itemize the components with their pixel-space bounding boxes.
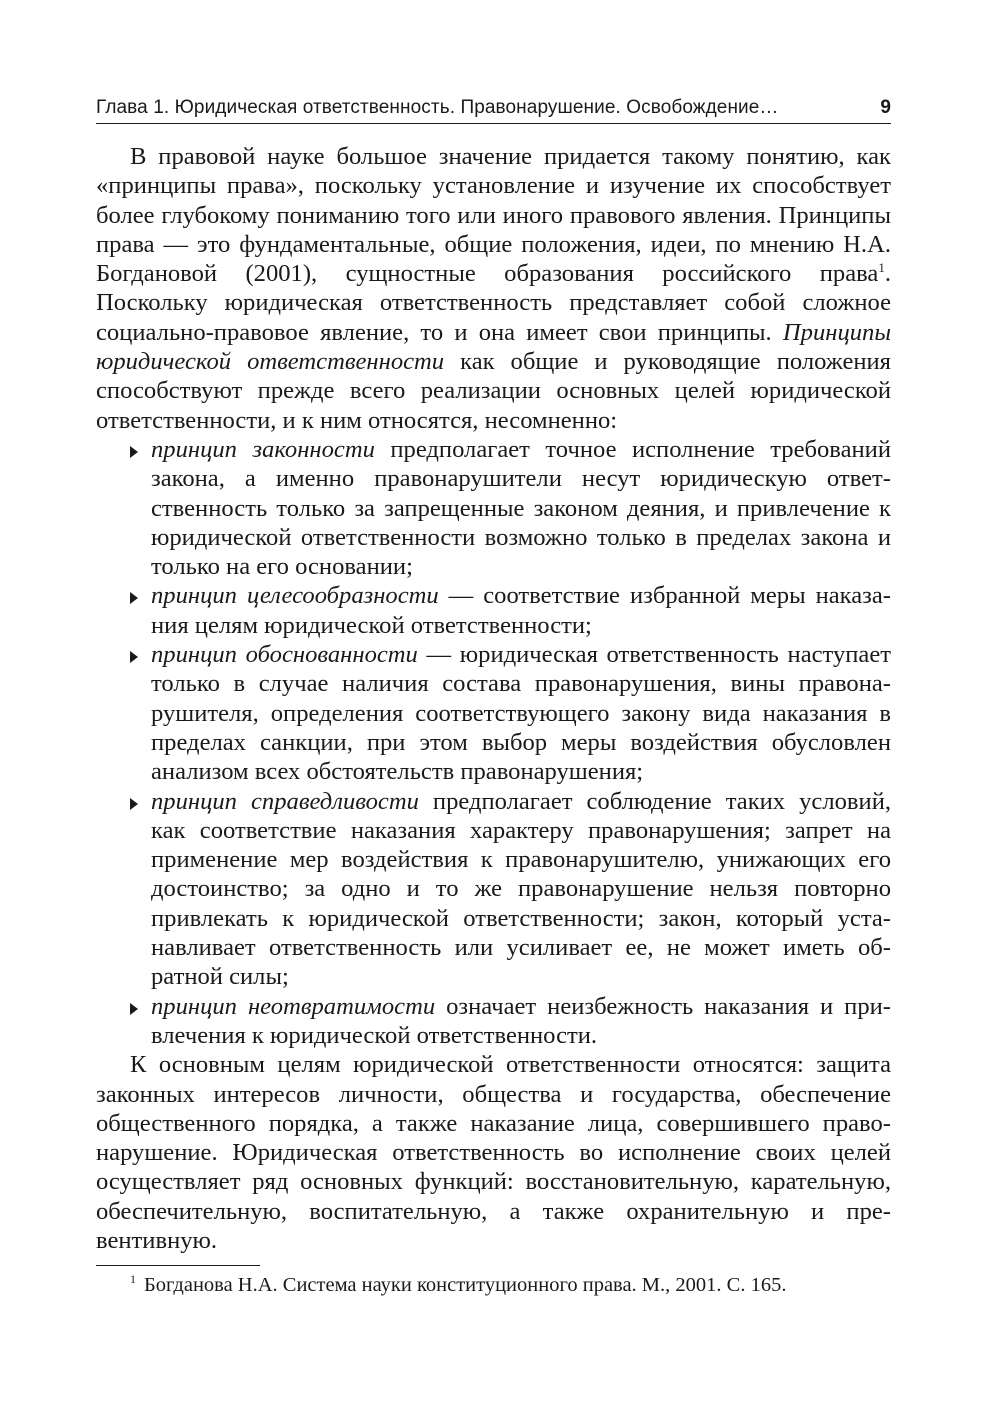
principle-description: — соответствие избранной меры наказания целям юридической ответственности; — [151, 582, 891, 639]
list-item — [96, 787, 891, 992]
principle-term: принцип справедливости — [151, 787, 419, 815]
main-text — [96, 142, 891, 1255]
paragraph-text: В правовой науке большое значение придается такому понятию, как «принципы права», поскольку установление и изучение их способствует более глубокому пониманию того или иного правового явления. Принципы права — это фундаментальные, общие положения, идеи, по мнению Н.А. Богдановой (2001), сущностные образования российского права — [96, 143, 891, 288]
list-item — [96, 581, 891, 640]
triangle-bullet-icon — [130, 1003, 138, 1015]
paragraph-text: . Поскольку юридическая ответственность представляет собой сложное социально-правовое явление, то и она имеет свои принципы. — [96, 260, 891, 346]
principles-list — [96, 435, 891, 1050]
paragraph-principles-intro — [96, 142, 891, 435]
running-header — [96, 96, 891, 124]
principle-term: принцип целесообразности — [151, 582, 439, 610]
principle-description: предполагает точное исполнение требований закона, а именно правонарушители несут юридическую ответственность только за запрещенные законом деяния, и привлечение к юридической ответственности возможно только в пределах закона и только на его основании; — [151, 435, 891, 581]
triangle-bullet-icon — [130, 798, 138, 810]
principle-term: принцип обоснованности — [151, 641, 418, 669]
footnote-divider — [96, 1265, 260, 1266]
triangle-bullet-icon — [130, 592, 138, 604]
book-page — [96, 96, 891, 1298]
list-item — [96, 992, 891, 1051]
list-item — [96, 435, 891, 581]
footnote — [96, 1272, 891, 1298]
principle-description: предполагает соблюдение таких условий, как соответствие наказания характеру правонарушения; запрет на применение мер воздействия к правонарушителю, унижающих его достоинство; за одно и то же правонарушение нельзя повторно привлекать к юридической ответственности; закон, который устанавливает ответственность или усиливает ее, не может иметь обратной силы; — [151, 787, 892, 991]
principle-term: принцип неотвратимости — [151, 992, 436, 1020]
footnote-number: 1 — [130, 1272, 136, 1287]
chapter-title: Глава 1. Юридическая ответственность. Правонарушение. Освобождение… — [96, 97, 779, 118]
triangle-bullet-icon — [130, 651, 138, 663]
italic-term: Принципы юридической ответственности — [96, 318, 891, 376]
principle-term: принцип законности — [151, 435, 375, 463]
triangle-bullet-icon — [130, 446, 138, 458]
principle-description: — юридическая ответственность наступает только в случае наличия состава правонарушения, вины правонарушителя, определения соответствующего закону вида наказания в пределах санкции, при этом выбор меры воздействия обусловлен анализом всех обстоятельств правонарушения; — [151, 641, 891, 786]
paragraph-goals-functions: К основным целям юридической ответственности относятся: защита законных интересов личности, общества и государства, обеспечение общественного порядка, а также наказание лица, совершившего правонарушение. Юридическая ответственность во исполнение своих целей осуществляет ряд основных функций: восстановительную, карательную, обеспечительную, воспитательную, а также охранительную и превентивную. — [96, 1051, 891, 1254]
footnote-text: Богданова Н.А. Система науки конституционного права. М., 2001. С. 165. — [144, 1274, 787, 1297]
list-item — [96, 640, 891, 786]
footnote-reference: 1 — [878, 260, 885, 275]
paragraph-text: как общие и руководящие положения способствуют прежде всего реализации основных целей юридической ответственности, и к ним относятся, несомненно: — [96, 348, 891, 434]
principle-description: означает неизбежность наказания и привлечения к юридической ответственности. — [151, 992, 891, 1049]
page-number: 9 — [880, 97, 891, 118]
